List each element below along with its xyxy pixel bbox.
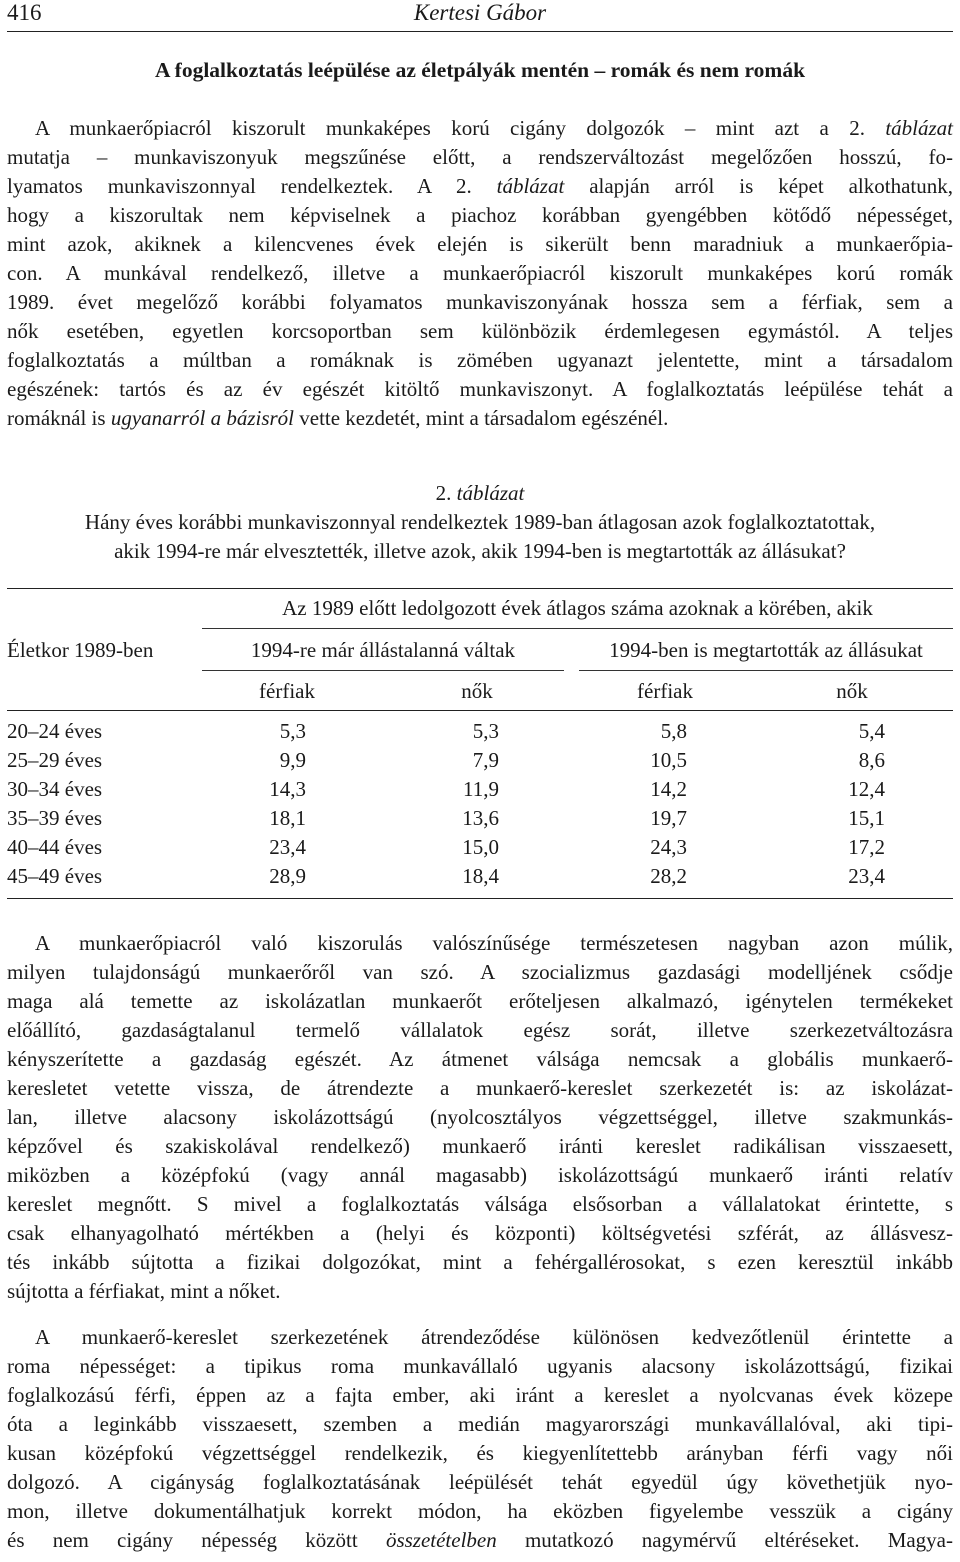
table-cell: 11,9: [463, 777, 499, 801]
group-rule-1: [202, 670, 564, 671]
text-segment: lyamatos munkaviszonnyal rendelkeztek. A 2.: [7, 174, 497, 198]
text-line: A munkaerőpiacról való kiszorulás valószínűsége természetesen nagyban azon múlik,: [35, 931, 953, 955]
table-cell: 9,9: [279, 748, 306, 772]
table-cell: 18,4: [462, 864, 499, 888]
text-line: sújtotta a férfiakat, mint a nőket.: [7, 1279, 281, 1303]
text-line: maga alá temette az iskolázatlan munkaerőt erőteljesen alkalmazó, igénytelen termékeket: [7, 989, 953, 1013]
text-line: [7, 1352, 953, 1381]
row-age-label: 35–39 éves: [7, 806, 103, 830]
table-cell: 14,2: [650, 777, 687, 801]
table-cell: 18,1: [269, 806, 306, 830]
paragraph-1: [7, 114, 953, 433]
text-line: [7, 375, 953, 404]
table-cell: 23,4: [848, 864, 885, 888]
col-header-women-1: nők: [461, 679, 493, 703]
text-segment: nők esetében, egyetlen korcsoportban sem különbözik érdemlegesen egymástól. A teljes: [7, 319, 953, 343]
table-cell: 5,8: [660, 719, 687, 743]
text-line: [7, 172, 953, 201]
row-age-label: 25–29 éves: [7, 748, 103, 772]
text-segment: romáknál is: [7, 406, 111, 430]
text-line: [7, 259, 953, 288]
text-segment: hogy a kiszorultak nem képviselnek a piachoz korábban gyengébben kötődő népességet,: [7, 203, 953, 227]
text-line: [7, 404, 953, 433]
text-line: [7, 114, 953, 143]
table-cell: 5,4: [858, 719, 885, 743]
text-line: [7, 288, 953, 317]
text-line: [7, 143, 953, 172]
text-line: [7, 1410, 953, 1439]
text-line: előállító, gazdaságtalanul termelő vállalatok egész sorát, illetve szerkezetváltozásra: [7, 1018, 953, 1042]
running-head: [7, 0, 953, 30]
italic-text: táblázat: [885, 116, 953, 140]
text-line: [7, 201, 953, 230]
table-title-line-2: akik 1994-re már elvesztették, illetve azok, akik 1994-ben is megtartották az állásukat?: [114, 539, 846, 563]
table-number-word: táblázat: [456, 481, 525, 505]
text-segment: óta a leginkább visszaesett, szemben a medián magyarországi munkavállalóval, aki tipi-: [7, 1412, 953, 1436]
table-top-rule: [7, 588, 953, 589]
row-age-label: 40–44 éves: [7, 835, 103, 859]
table-stub-header: Életkor 1989-ben: [7, 638, 154, 662]
text-segment: foglalkoztatás a múltban a romáknak is zömében ugyanazt jelentette, mint a társadalom: [7, 348, 953, 372]
text-segment: dolgozó. A cigányság foglalkoztatásának leépülését tehát egyedül úgy követhetjük nyo-: [7, 1470, 953, 1494]
table-cell: 5,3: [279, 719, 306, 743]
table-cell: 8,6: [858, 748, 885, 772]
text-line: kereslet megnőtt. S mivel a foglalkoztatás válsága elsősorban a vállalatokat érintette, s: [7, 1192, 953, 1216]
text-line: [7, 230, 953, 259]
row-age-label: 20–24 éves: [7, 719, 103, 743]
text-segment: alapján arról is képet alkothatunk,: [564, 174, 953, 198]
text-segment: kusan középfokú végzettséggel rendelkezik, és kiegyenlítettebb arányban férfi vagy női: [7, 1441, 953, 1465]
text-segment: A munkaerő-kereslet szerkezetének átrendeződése különösen kedvezőtlenül érintette a: [35, 1325, 953, 1349]
table-cell: 23,4: [269, 835, 306, 859]
group-rule-2: [579, 670, 953, 671]
text-line: [7, 1497, 953, 1526]
row-age-label: 45–49 éves: [7, 864, 103, 888]
text-segment: egészének: tartós és az év egészét kitöltő munkaviszonyt. A foglalkoztatás leépülése tehát a: [7, 377, 953, 401]
text-line: csak elhanyagolható mértékben a (helyi és központi) költségvetési szférát, az állásvesz-: [7, 1221, 953, 1245]
text-segment: vette kezdetét, mint a társadalom egészénél.: [294, 406, 669, 430]
text-segment: és nem cigány népesség között: [7, 1528, 386, 1552]
table-cell: 28,9: [269, 864, 306, 888]
italic-text: összetételben: [385, 1528, 497, 1552]
col-header-women-2: nők: [836, 679, 868, 703]
table-cell: 7,9: [472, 748, 499, 772]
table-cell: 5,3: [472, 719, 499, 743]
text-segment: mint azok, akiknek a kilencvenes évek elején is sikerült benn maradniuk a munkaerőpia-: [7, 232, 953, 256]
text-line: [7, 1468, 953, 1497]
table-cell: 14,3: [269, 777, 306, 801]
table-title-line-1: Hány éves korábbi munkaviszonnyal rendelkeztek 1989-ban átlagosan azok foglalkoztatottak,: [84, 510, 876, 534]
text-line: keresletet vetette vissza, de átrendezte a munkaerő-kereslet szerkezetét is: az iskolázat-: [7, 1076, 953, 1100]
table-cell: 15,1: [848, 806, 885, 830]
table-cell: 15,0: [462, 835, 499, 859]
text-line: lan, illetve alacsony iskolázottságú (nyolcosztályos végzettséggel, illetve szakmunkás-: [7, 1105, 953, 1129]
paragraph-2: [7, 929, 953, 1306]
table-header-rule: [7, 710, 953, 711]
text-line: képzővel és szakiskolával rendelkező) munkaerő iránti kereslet radikálisan visszaesett,: [7, 1134, 953, 1158]
text-segment: mutatkozó nagymérvű eltéréseket. Magya-: [496, 1528, 953, 1552]
text-line: [7, 346, 953, 375]
text-line: [7, 1439, 953, 1468]
table-cell: 10,5: [650, 748, 687, 772]
table-cell: 13,6: [462, 806, 499, 830]
row-age-label: 30–34 éves: [7, 777, 103, 801]
table-cell: 12,4: [848, 777, 885, 801]
text-segment: mon, illetve dokumentálhatjuk korrekt módon, ha eközben figyelembe vesszük a cigány: [7, 1499, 953, 1523]
col-header-men-2: férfiak: [637, 679, 693, 703]
text-segment: A munkaerőpiacról kiszorult munkaképes korú cigány dolgozók – mint azt a 2.: [35, 116, 886, 140]
spanner-rule: [202, 628, 953, 629]
text-segment: mutatja – munkaviszonyuk megszűnése előtt, a rendszerváltozást megelőzően hosszú, fo-: [7, 145, 953, 169]
table-spanner-header: Az 1989 előtt ledolgozott évek átlagos száma azoknak a körében, akik: [282, 596, 873, 620]
text-line: [7, 1526, 953, 1555]
text-line: kényszerítette a gazdaság egészét. Az átmenet válsága nemcsak a globális munkaerő-: [7, 1047, 953, 1071]
table-number: [7, 479, 953, 508]
table-cell: 28,2: [650, 864, 687, 888]
text-line: miközben a középfokú (vagy annál magasabb) iskolázottságú munkaerő iránti relatív: [7, 1163, 953, 1187]
text-line: milyen tulajdonságú munkaerőről van szó. A szocializmus gazdasági modelljének csődje: [7, 960, 953, 984]
text-segment: foglalkozású férfi, éppen az a fajta ember, aki iránt a kereslet a nyolcvanas évek közepe: [7, 1383, 953, 1407]
table-cell: 24,3: [650, 835, 687, 859]
text-segment: con. A munkával rendelkező, illetve a munkaerőpiacról kiszorult munkaképes korú romák: [7, 261, 953, 285]
text-segment: roma népességet: a tipikus roma munkavállaló ugyanis alacsony iskolázottságú, fizikai: [7, 1354, 953, 1378]
group-header-lost-job: 1994-re már állástalanná váltak: [250, 638, 516, 662]
running-head-author: Kertesi Gábor: [413, 0, 547, 25]
col-header-men-1: férfiak: [259, 679, 315, 703]
text-line: tés inkább sújtotta a fizikai dolgozókat, mint a fehérgallérosokat, s ezen keresztül inkább: [7, 1250, 953, 1274]
table-cell: 19,7: [650, 806, 687, 830]
text-line: [7, 1323, 953, 1352]
text-line: [7, 317, 953, 346]
italic-text: táblázat: [496, 174, 565, 198]
italic-text: ugyanarról a bázisról: [110, 406, 294, 430]
table-cell: 17,2: [848, 835, 885, 859]
section-heading: A foglalkoztatás leépülése az életpályák mentén – romák és nem romák: [154, 58, 806, 82]
text-segment: 1989. évet megelőző korábbi folyamatos munkaviszonyának hossza sem a férfiak, sem a: [7, 290, 953, 314]
table-bottom-rule: [7, 898, 953, 899]
group-header-kept-job: 1994-ben is megtartották az állásukat: [609, 638, 923, 662]
text-line: [7, 1381, 953, 1410]
header-rule: [7, 31, 953, 32]
table-number-digit: 2.: [435, 481, 457, 505]
paragraph-3: [7, 1323, 953, 1555]
page-number: 416: [7, 0, 42, 25]
